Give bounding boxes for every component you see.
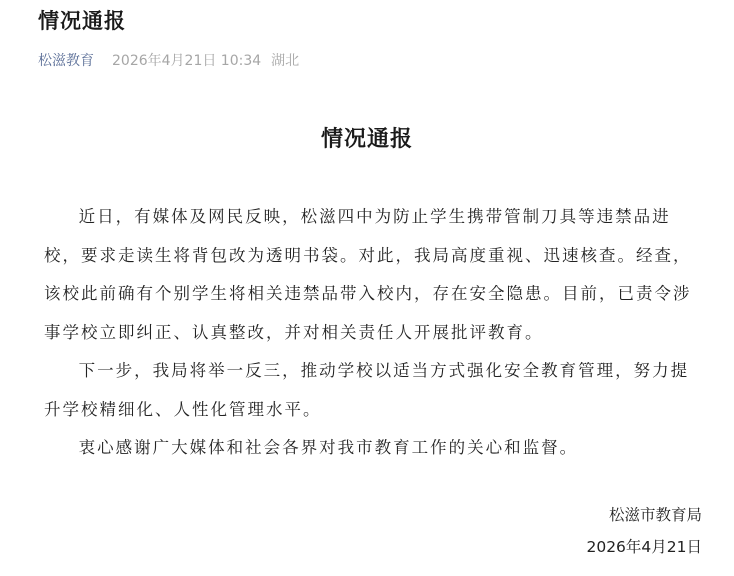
notice-heading: 情况通报 (320, 127, 413, 152)
publish-time: 2026年4月21日 10:34 (112, 53, 262, 69)
publish-location: 湖北 (271, 53, 300, 69)
notice-body (44, 198, 704, 468)
article-title: 情况通报 (38, 9, 126, 33)
signature-date: 2026年4月21日 (586, 538, 702, 556)
account-name-link[interactable]: 松滋教育 (38, 53, 94, 69)
article-meta (38, 50, 299, 70)
notice-paragraph: 衷心感谢广大媒体和社会各界对我市教育工作的关心和监督。 (78, 438, 579, 457)
signature-org: 松滋市教育局 (608, 506, 702, 524)
notice-paragraph: 近日，有媒体及网民反映，松滋四中为防止学生携带管制刀具等违禁品进校，要求走读生将背包改为透明书袋。对此，我局高度重视、迅速核查。经查，该校此前确有个别学生将相关违禁品带入校内，存在安全隐患。目前，已责令涉事学校立即纠正、认真整改，并对相关责任人开展批评教育。 (44, 207, 692, 342)
notice-paragraph: 下一步，我局将举一反三，推动学校以适当方式强化安全教育管理，努力提升学校精细化、人性化管理水平。 (44, 361, 690, 419)
